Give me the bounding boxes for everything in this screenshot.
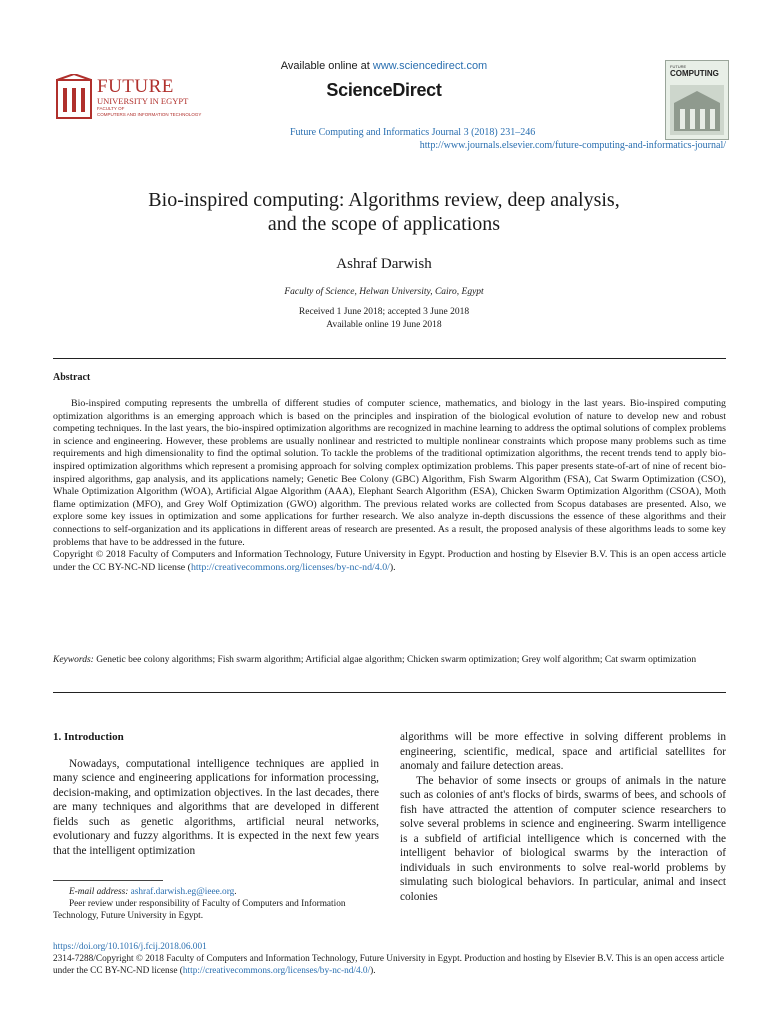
journal-url-link[interactable]: http://www.journals.elsevier.com/future-computing-and-informatics-journal/ xyxy=(419,140,726,151)
doi-link[interactable]: https://doi.org/10.1016/j.fcij.2018.06.001 xyxy=(53,942,207,952)
journal-cover xyxy=(665,60,729,140)
copyright-suffix: ). xyxy=(389,561,396,573)
online-date: Available online 19 June 2018 xyxy=(326,320,442,330)
available-online xyxy=(0,60,768,72)
cover-label-small: FUTURE xyxy=(670,64,687,69)
footnote xyxy=(53,886,383,922)
title-line-2: and the scope of applications xyxy=(267,213,501,235)
divider-bottom xyxy=(53,692,726,693)
abstract-copyright xyxy=(53,549,726,574)
intro-heading: 1. Introduction xyxy=(53,731,124,743)
article-title xyxy=(0,188,768,236)
footer-license-link[interactable]: http://creativecommons.org/licenses/by-nc-nd/4.0/ xyxy=(182,966,371,976)
footer-suffix: ). xyxy=(370,966,376,976)
intro-paragraph-cont: algorithms will be more effective in solving different problems in engineering, scientific, medical, space and artificial satellites for anomaly and failure detection areas. xyxy=(400,731,726,772)
keywords-text: Genetic bee colony algorithms; Fish swarm algorithm; Artificial algae algorithm; Chicken swarm optimization; Grey wolf algorithm; Cat swarm optimization xyxy=(93,655,697,665)
title-line-1: Bio-inspired computing: Algorithms review, deep analysis, xyxy=(148,189,620,211)
intro-left-column xyxy=(53,730,379,858)
license-link[interactable]: http://creativecommons.org/licenses/by-nc-nd/4.0/ xyxy=(190,561,390,573)
footer-copyright xyxy=(53,953,726,977)
sciencedirect-link[interactable]: www.sciencedirect.com xyxy=(372,60,488,72)
email-link[interactable]: ashraf.darwish.eg@ieee.org xyxy=(130,887,235,897)
footnote-rule xyxy=(53,880,163,881)
intro-paragraph-1: Nowadays, computational intelligence techniques are applied in many science and engineering applications for information processing, decision-making, and optimization objectives. In the last decades, there are many techniques and algorithms that are developed in different fields such as genetic algorithms, artificial neural networks, evolutionary and fuzzy algorithms. It is expected in the next few years that the intelligent optimization xyxy=(53,757,379,857)
cover-label-big: COMPUTING xyxy=(670,69,719,78)
cover-building-icon xyxy=(670,85,724,135)
abstract-body xyxy=(53,398,726,574)
logo-sub-faculty: FACULTY OF xyxy=(97,106,125,111)
journal-citation: Future Computing and Informatics Journal 3 (2018) 231–246 xyxy=(290,127,536,138)
abstract-paragraph: Bio-inspired computing represents the umbrella of different studies of computer science, mathematics, and biology in the last years. Bio-inspired computing optimization algorithms is an emerging approach which is based on the principles and inspiration of the biological evolution of nature to develop new and robust competing techniques. In the last years, the bio-inspired optimization algorithms are recognized in machine learning to address the optimal solutions of complex problems in science and engineering. However, these problems are usually nonlinear and restricted to multiple nonlinear constraints which propose many problems such as time requirements and high dimensionality to find the optimal solution. To tackle the problems of the traditional optimization algorithms, the recent trends tend to apply bio-inspired optimization algorithms which represent a promising approach for solving complex optimization problems. This paper presents state-of-art of nine of recent bio-inspired algorithms, gap analysis, and its applications namely; Genetic Bee Colony (GBC) Algorithm, Fish Swarm Algorithm (FSA), Cat Swarm Optimization (CSO), Whale Optimization Algorithm (WOA), Artificial Algae Algorithm (AAA), Elephant Search Algorithm (ESA), Chicken Swarm Optimization Algorithm (CSOA), Moth flame optimization (MFO), and Grey Wolf Optimization (GWO) algorithm. The previous related works are collected from Scopus databases are presented. Also, we explore some key issues in optimization and some applications for further research. We also analyze in-depth discussions the essence of these algorithms and their connections to self-organization and its applications in different areas of research are presented. As a result, the proposed analysis of these algorithms leads to some key problems that have to be addressed in the future. xyxy=(53,398,726,548)
keywords xyxy=(53,654,726,667)
intro-paragraph-2: The behavior of some insects or groups of animals in the nature such as colonies of ant's flocks of birds, swarms of bees, and schools of fish have attracted the attention of computer science researchers to solve several problems in science and engineering. Swarm intelligence is a subfield of artificial intelligence which is concerned with the intelligent behavior of biological swarms by the interaction of individuals in such environments to solve real-world problems by simulating such biological behaviors. In particular, animal and insect colonies xyxy=(400,774,726,903)
keywords-label: Keywords: xyxy=(53,655,94,665)
logo-word-university: UNIVERSITY IN EGYPT xyxy=(97,96,189,106)
sciencedirect-brand: ScienceDirect xyxy=(326,80,442,100)
footnote-email: E-mail address: ashraf.darwish.eg@ieee.org. xyxy=(69,887,237,897)
available-prefix: Available online at xyxy=(280,60,373,72)
article-dates xyxy=(0,306,768,332)
footer-prefix: 2314-7288/Copyright © 2018 Faculty of Computers and Information Technology, Future University in Egypt. Production and hosting by Elsevier B.V. This is an open access article under the CC BY-NC-ND license ( xyxy=(53,954,724,976)
received-date: Received 1 June 2018; accepted 3 June 2018 xyxy=(298,307,470,317)
footnote-peer-review: Peer review under responsibility of Faculty of Computers and Information Technology, Future University in Egypt. xyxy=(53,899,346,921)
logo-sub-dept: COMPUTERS AND INFORMATION TECHNOLOGY xyxy=(97,112,202,117)
page-footer xyxy=(53,941,726,977)
copyright-prefix: Copyright © 2018 Faculty of Computers and Information Technology, Future University in Egypt. Production and hosting by Elsevier B.V. This is an open access article under the CC BY-NC-ND license ( xyxy=(53,549,726,573)
email-label: E-mail address: xyxy=(69,887,129,897)
logo-word-future: FUTURE xyxy=(97,76,174,97)
divider-top xyxy=(53,358,726,359)
abstract-heading: Abstract xyxy=(53,372,91,383)
author-name: Ashraf Darwish xyxy=(336,256,432,272)
intro-right-column xyxy=(400,730,726,904)
author-affiliation: Faculty of Science, Helwan University, Cairo, Egypt xyxy=(284,287,484,297)
